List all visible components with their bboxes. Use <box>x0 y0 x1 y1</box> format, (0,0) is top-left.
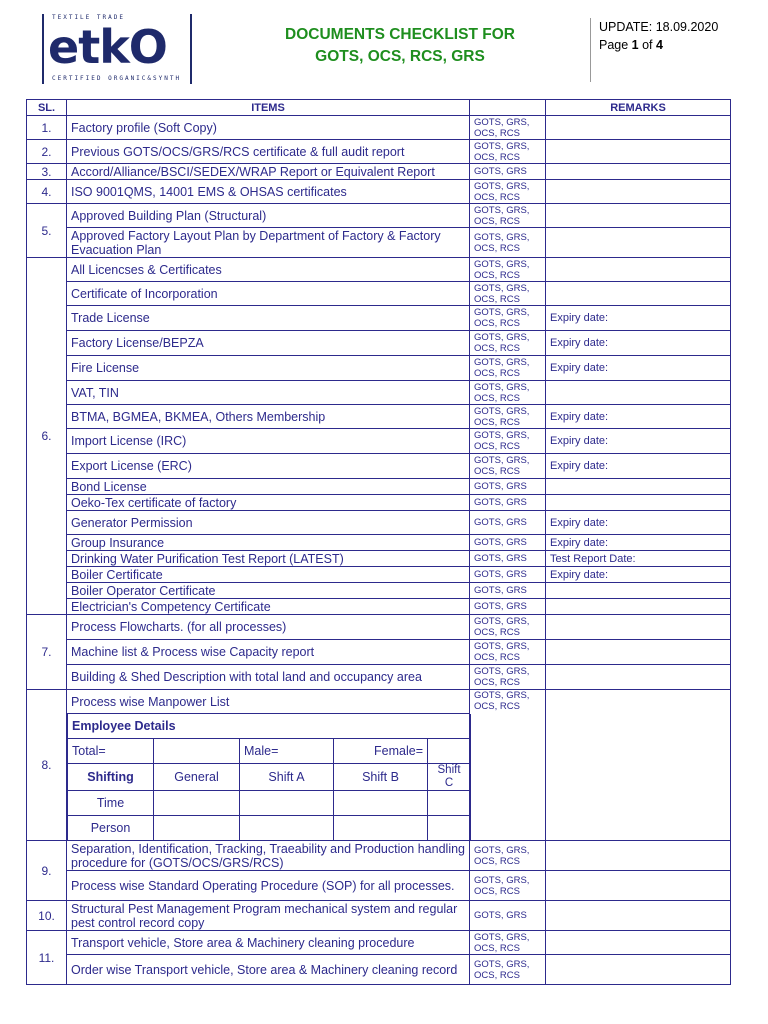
item-cell: Order wise Transport vehicle, Store area & Machinery cleaning record <box>67 955 470 985</box>
remark-cell <box>546 116 731 140</box>
standard-cell: GOTS, GRS, OCS, RCS <box>470 306 546 331</box>
remark-cell <box>546 615 731 640</box>
item-cell: Approved Factory Layout Plan by Department of Factory & Factory Evacuation Plan <box>67 228 470 258</box>
table-row <box>27 871 731 901</box>
shift-c-label: Shift C <box>428 764 471 791</box>
table-row <box>27 282 731 306</box>
remark-cell <box>546 495 731 511</box>
table-row <box>27 535 731 551</box>
male-label: Male= <box>240 739 334 764</box>
sl-number: 9. <box>27 841 67 901</box>
checklist-table <box>26 99 731 985</box>
time-shift-c[interactable] <box>428 791 471 816</box>
etko-logo <box>42 14 192 84</box>
person-shift-a[interactable] <box>240 816 334 841</box>
page-total: 4 <box>656 38 663 52</box>
remark-cell <box>546 665 731 690</box>
title-line-2: GOTS, OCS, RCS, GRS <box>315 48 485 65</box>
standard-cell: GOTS, GRS, OCS, RCS <box>470 955 546 985</box>
general-label: General <box>154 764 240 791</box>
standard-cell: GOTS, GRS <box>470 535 546 551</box>
remark-cell <box>546 931 731 955</box>
total-label: Total= <box>68 739 154 764</box>
remark-cell <box>546 228 731 258</box>
female-value[interactable] <box>428 739 471 764</box>
item-cell: Factory profile (Soft Copy) <box>67 116 470 140</box>
table-row <box>27 331 731 356</box>
item-cell: Bond License <box>67 479 470 495</box>
remark-cell <box>546 955 731 985</box>
sl-number: 2. <box>27 140 67 164</box>
table-row <box>27 690 731 714</box>
time-general[interactable] <box>154 791 240 816</box>
person-general[interactable] <box>154 816 240 841</box>
standard-cell: GOTS, GRS, OCS, RCS <box>470 331 546 356</box>
remark-cell <box>546 381 731 405</box>
table-row <box>27 511 731 535</box>
table-row <box>27 258 731 282</box>
shifting-label: Shifting <box>68 764 154 791</box>
sl-number: 5. <box>27 204 67 258</box>
remark-cell <box>546 164 731 180</box>
item-cell: Factory License/BEPZA <box>67 331 470 356</box>
logo-bottom-text: CERTIFIED ORGANIC&SYNTH <box>52 75 182 82</box>
standard-cell: GOTS, GRS <box>470 901 546 931</box>
header-remarks: REMARKS <box>546 100 731 116</box>
standard-cell: GOTS, GRS <box>470 495 546 511</box>
person-shift-b[interactable] <box>334 816 428 841</box>
remark-cell <box>546 640 731 665</box>
table-row <box>27 615 731 640</box>
remark-cell: Expiry date: <box>546 356 731 381</box>
item-cell: All Licencses & Certificates <box>67 258 470 282</box>
standard-cell: GOTS, GRS <box>470 599 546 615</box>
remark-cell: Expiry date: <box>546 306 731 331</box>
standard-cell: GOTS, GRS, OCS, RCS <box>470 841 546 871</box>
standard-cell: GOTS, GRS, OCS, RCS <box>470 615 546 640</box>
standard-cell: GOTS, GRS, OCS, RCS <box>470 640 546 665</box>
remark-cell: Expiry date: <box>546 429 731 454</box>
time-row <box>68 791 471 816</box>
remark-cell: Expiry date: <box>546 454 731 479</box>
table-row <box>27 955 731 985</box>
item-cell: Building & Shed Description with total land and occupancy area <box>67 665 470 690</box>
header-standard <box>470 100 546 116</box>
standard-cell: GOTS, GRS <box>470 479 546 495</box>
employee-count-row <box>68 739 471 764</box>
table-row <box>27 567 731 583</box>
table-row <box>27 841 731 871</box>
remark-cell <box>546 140 731 164</box>
time-label: Time <box>68 791 154 816</box>
time-shift-b[interactable] <box>334 791 428 816</box>
remark-cell: Expiry date: <box>546 331 731 356</box>
logo-wordmark: etkO <box>48 20 167 74</box>
remark-cell <box>546 599 731 615</box>
standard-cell: GOTS, GRS, OCS, RCS <box>470 871 546 901</box>
table-row <box>27 180 731 204</box>
remark-cell <box>546 180 731 204</box>
table-row <box>27 429 731 454</box>
standard-cell: GOTS, GRS, OCS, RCS <box>470 381 546 405</box>
remark-cell <box>546 690 731 841</box>
person-shift-c[interactable] <box>428 816 471 841</box>
table-row <box>27 901 731 931</box>
item-cell: Certificate of Incorporation <box>67 282 470 306</box>
title-line-1: DOCUMENTS CHECKLIST FOR <box>285 26 515 43</box>
table-row <box>27 931 731 955</box>
remark-cell <box>546 258 731 282</box>
header-row <box>27 100 731 116</box>
item-cell: Export License (ERC) <box>67 454 470 479</box>
remark-cell <box>546 204 731 228</box>
shift-header-row <box>68 764 471 791</box>
sl-number: 1. <box>27 116 67 140</box>
employee-details-table <box>67 714 471 840</box>
standard-cell: GOTS, GRS, OCS, RCS <box>470 405 546 429</box>
item-cell: Drinking Water Purification Test Report (LATEST) <box>67 551 470 567</box>
item-cell: Fire License <box>67 356 470 381</box>
sl-number: 7. <box>27 615 67 690</box>
table-row <box>27 164 731 180</box>
item-cell: Accord/Alliance/BSCI/SEDEX/WRAP Report or Equivalent Report <box>67 164 470 180</box>
remark-cell: Expiry date: <box>546 511 731 535</box>
item-cell: Oeko-Tex certificate of factory <box>67 495 470 511</box>
table-row <box>27 599 731 615</box>
remark-cell: Expiry date: <box>546 535 731 551</box>
item-cell: Transport vehicle, Store area & Machinery cleaning procedure <box>67 931 470 955</box>
total-value[interactable] <box>154 739 240 764</box>
sl-number: 4. <box>27 180 67 204</box>
update-date: UPDATE: 18.09.2020 <box>599 20 719 34</box>
logo-top-text: TEXTILE TRADE <box>52 14 125 21</box>
update-box <box>590 18 739 82</box>
item-cell: Generator Permission <box>67 511 470 535</box>
table-row <box>27 140 731 164</box>
item-cell: Approved Building Plan (Structural) <box>67 204 470 228</box>
item-cell: Electrician's Competency Certificate <box>67 599 470 615</box>
shift-a-label: Shift A <box>240 764 334 791</box>
standard-cell: GOTS, GRS, OCS, RCS <box>470 180 546 204</box>
item-cell: ISO 9001QMS, 14001 EMS & OHSAS certificates <box>67 180 470 204</box>
table-row <box>27 356 731 381</box>
standard-cell: GOTS, GRS, OCS, RCS <box>470 931 546 955</box>
table-row <box>27 640 731 665</box>
sl-number: 6. <box>27 258 67 615</box>
table-row <box>27 495 731 511</box>
standard-cell: GOTS, GRS <box>470 551 546 567</box>
table-row <box>27 116 731 140</box>
table-row <box>27 381 731 405</box>
page-prefix: Page <box>599 38 632 52</box>
standard-cell: GOTS, GRS, OCS, RCS <box>470 690 546 841</box>
item-cell: Previous GOTS/OCS/GRS/RCS certificate & full audit report <box>67 140 470 164</box>
standard-cell: GOTS, GRS, OCS, RCS <box>470 282 546 306</box>
standard-cell: GOTS, GRS, OCS, RCS <box>470 454 546 479</box>
table-row <box>27 551 731 567</box>
standard-cell: GOTS, GRS, OCS, RCS <box>470 665 546 690</box>
table-row <box>27 204 731 228</box>
remark-cell <box>546 901 731 931</box>
item-cell: Process wise Manpower List <box>67 690 470 714</box>
item-cell: Structural Pest Management Program mechanical system and regular pest control record copy <box>67 901 470 931</box>
standard-cell: GOTS, GRS, OCS, RCS <box>470 116 546 140</box>
female-label: Female= <box>334 739 428 764</box>
item-cell: VAT, TIN <box>67 381 470 405</box>
employee-details-label: Employee Details <box>68 714 471 739</box>
remark-cell <box>546 871 731 901</box>
item-cell: Boiler Operator Certificate <box>67 583 470 599</box>
standard-cell: GOTS, GRS <box>470 567 546 583</box>
item-cell: Boiler Certificate <box>67 567 470 583</box>
standard-cell: GOTS, GRS <box>470 164 546 180</box>
sl-number: 11. <box>27 931 67 985</box>
remark-cell <box>546 282 731 306</box>
person-label: Person <box>68 816 154 841</box>
standard-cell: GOTS, GRS, OCS, RCS <box>470 356 546 381</box>
standard-cell: GOTS, GRS, OCS, RCS <box>470 204 546 228</box>
item-cell: Import License (IRC) <box>67 429 470 454</box>
item-cell: Separation, Identification, Tracking, Traeability and Production handling procedure for (GOTS/OCS/GRS/RCS) <box>67 841 470 871</box>
page-number: 1 <box>631 38 639 52</box>
document-title <box>230 24 570 68</box>
header-sl: SL. <box>27 100 67 116</box>
table-row <box>27 583 731 599</box>
remark-cell <box>546 479 731 495</box>
sl-number: 3. <box>27 164 67 180</box>
page-indicator <box>599 36 739 54</box>
item-cell: BTMA, BGMEA, BKMEA, Others Membership <box>67 405 470 429</box>
standard-cell: GOTS, GRS, OCS, RCS <box>470 140 546 164</box>
employee-details-cell <box>67 714 470 841</box>
item-cell: Process wise Standard Operating Procedure (SOP) for all processes. <box>67 871 470 901</box>
remark-cell: Test Report Date: <box>546 551 731 567</box>
item-cell: Process Flowcharts. (for all processes) <box>67 615 470 640</box>
time-shift-a[interactable] <box>240 791 334 816</box>
sl-number: 10. <box>27 901 67 931</box>
header-items: ITEMS <box>67 100 470 116</box>
item-cell: Group Insurance <box>67 535 470 551</box>
item-cell: Trade License <box>67 306 470 331</box>
standard-cell: GOTS, GRS, OCS, RCS <box>470 228 546 258</box>
table-row <box>27 228 731 258</box>
remark-cell: Expiry date: <box>546 405 731 429</box>
remark-cell <box>546 583 731 599</box>
standard-cell: GOTS, GRS, OCS, RCS <box>470 258 546 282</box>
remark-cell: Expiry date: <box>546 567 731 583</box>
standard-cell: GOTS, GRS <box>470 511 546 535</box>
employee-label-row <box>68 714 471 739</box>
shift-b-label: Shift B <box>334 764 428 791</box>
standard-cell: GOTS, GRS <box>470 583 546 599</box>
item-cell: Machine list & Process wise Capacity report <box>67 640 470 665</box>
page-of: of <box>638 38 656 52</box>
table-row <box>27 306 731 331</box>
table-row <box>27 665 731 690</box>
table-row <box>27 454 731 479</box>
standard-cell: GOTS, GRS, OCS, RCS <box>470 429 546 454</box>
table-row <box>27 405 731 429</box>
remark-cell <box>546 841 731 871</box>
sl-number: 8. <box>27 690 67 841</box>
person-row <box>68 816 471 841</box>
table-row <box>27 479 731 495</box>
